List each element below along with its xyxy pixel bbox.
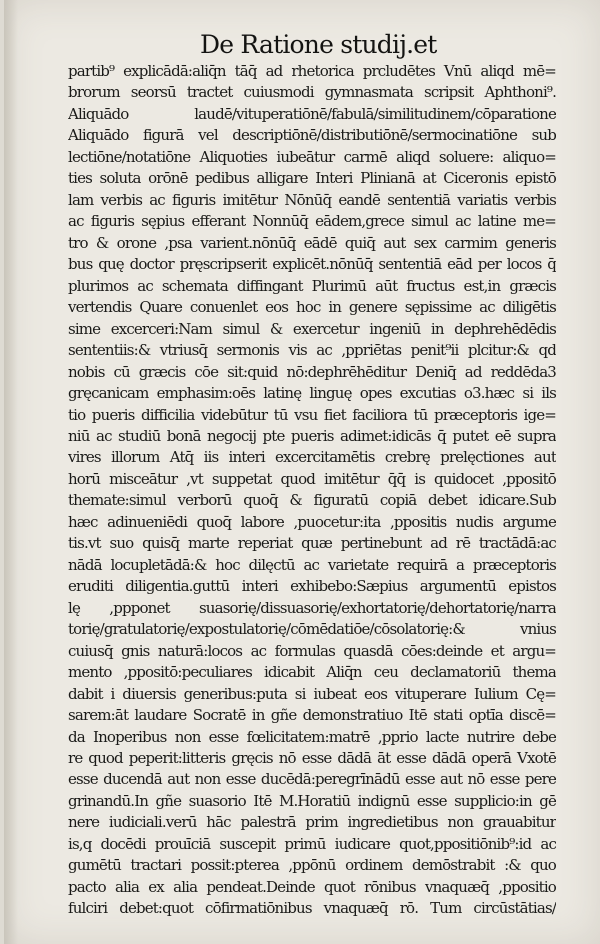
text-line: tro & orone ,psa varient.nōnūq̄ eādē quiq̄ aut sex carmim generis <box>68 233 556 252</box>
text-line: mento ,ppositō:peculiares idicabit Aliq̄n ceu declamatoriū thema <box>68 663 556 682</box>
text-line: da Inoperibus non esse fœlicitatem:matrē ,pprio lacte nutrire debe <box>68 727 556 746</box>
text-line: grinandū.In gñe suasorio Itē M.Horatiū indignū esse supplicio:in gē <box>68 791 556 810</box>
text-line: re quod peperit:litteris gręcis nō esse dādā āt esse dādā operā Vxotē <box>68 749 556 767</box>
text-line: hæc adinueniēdi quoq̄ labore ,puocetur:ita ,ppositis nudis argume <box>68 512 556 531</box>
text-line: nobis cū græcis cōe sit:quid nō:dephrēhēditur Deniq̄ ad reddēda3 <box>68 362 556 381</box>
text-line: Aliquādo laudē/vituperatiōnē/fabulā/similitudinem/cōparatione <box>68 104 556 123</box>
text-line: bus quę doctor pręscripserit explicēt.nōnūq̄ sententiā eād per locos q̄ <box>68 255 556 274</box>
book-page <box>4 0 600 944</box>
text-line: ac figuris sępius efferant Nonnūq̄ eādem,grece simul ac latine me= <box>68 212 556 231</box>
gutter-shadow <box>4 0 18 944</box>
text-line: horū misceātur ,vt suppetat quod imitētur q̄q̄ is quidocet ,ppositō <box>68 469 556 488</box>
text-line: lę ,ppponet suasorię/dissuasorię/exhortatorię/dehortatorię/narra <box>68 598 556 617</box>
text-line: esse ducendā aut non esse ducēdā:peregrīnādū esse aut nō esse pere <box>68 770 556 789</box>
text-line: is,q docēdi prouīciā suscepit primū iudicare quot,ppositiōnib⁹:id ac <box>68 834 556 853</box>
text-line: lectiōne/notatiōne Aliquoties iubeātur carmē aliqd soluere: aliquo= <box>68 147 556 166</box>
text-line: vires illorum Atq̄ iis interi excercitamētis crebrę prelęctiones aut <box>68 448 556 467</box>
text-line: niū ac studiū bonā negocij pte pueris adimet:idicās q̄ putet eē supra <box>68 426 556 445</box>
running-head: De Ratione studij.et <box>200 30 437 59</box>
text-line: ties soluta orōnē pedibus alligare Interi Plinianā at Ciceronis epistō <box>68 169 556 188</box>
text-line: sime excerceri:Nam simul & exercetur ingeniū in dephrehēdēdis <box>68 319 556 338</box>
text-line: tio pueris difficilia videbūtur tū vsu fiet faciliora tū præceptoris ige= <box>68 405 556 424</box>
text-line: nādā locupletādā:& hoc dilęctū ac varietate requirā a præceptoris <box>68 555 556 574</box>
text-line: sententiis:& vtriusq̄ sermonis vis ac ,ppriētas penit⁹ii plcitur:& qd <box>68 341 556 360</box>
text-block <box>68 61 556 920</box>
text-line: cuiusq̄ gnis naturā:locos ac formulas quasdā cōes:deinde et argu= <box>68 641 556 660</box>
text-line: fulciri debet:quot cōfirmatiōnibus vnaquæq̄ rō. Tum circūstātias/ <box>68 899 556 918</box>
text-line: gręcanicam emphasim:oēs latinę linguę opes excutias o3.hæc si ils <box>68 384 556 403</box>
text-line: nere iudiciali.verū hāc palestrā prim ingredietibus non grauabitur <box>68 813 556 832</box>
text-line: sarem:āt laudare Socratē in gñe demonstratiuo Itē stati optīa discē= <box>68 706 556 725</box>
text-line: themate:simul verborū quoq̄ & figuratū copiā debet idicare.Sub <box>68 491 556 510</box>
text-line: pacto alia ex alia pendeat.Deinde quot rōnibus vnaquæq̄ ,ppositio <box>68 877 556 896</box>
text-line: plurimos ac schemata diffingant Plurimū aūt fructus est,in græcis <box>68 276 556 295</box>
text-line: partib⁹ explicādā:aliq̄n tāq̄ ad rhetorica prcludētes Vnū aliqd mē= <box>68 62 556 80</box>
text-line: eruditi diligentia.guttū interi exhibebo:Sæpius argumentū epistos <box>68 577 556 596</box>
text-line: brorum seorsū tractet cuiusmodi gymnasmata scripsit Aphthoni⁹. <box>68 83 556 102</box>
text-line: lam verbis ac figuris imitētur Nōnūq̄ eandē sententiā variatis verbis <box>68 190 556 209</box>
text-line: Aliquādo figurā vel descriptiōnē/distributiōnē/sermocinatiōne sub <box>68 126 556 145</box>
text-line: tis.vt suo quisq̄ marte reperiat quæ pertinebunt ad rē tractādā:ac <box>68 534 556 553</box>
text-line: torię/gratulatorię/expostulatorię/cōmēdatiōe/cōsolatorię:& vnius <box>68 620 556 639</box>
text-line: gumētū tractari possit:pterea ,ppōnū ordinem demōstrabit :& quo <box>68 856 556 875</box>
text-line: vertendis Quare conuenlet eos hoc in genere sępissime ac diligētis <box>68 298 556 317</box>
text-line: dabit i diuersis generibus:puta si iubeat eos vituperare Iulium Cę= <box>68 684 556 703</box>
